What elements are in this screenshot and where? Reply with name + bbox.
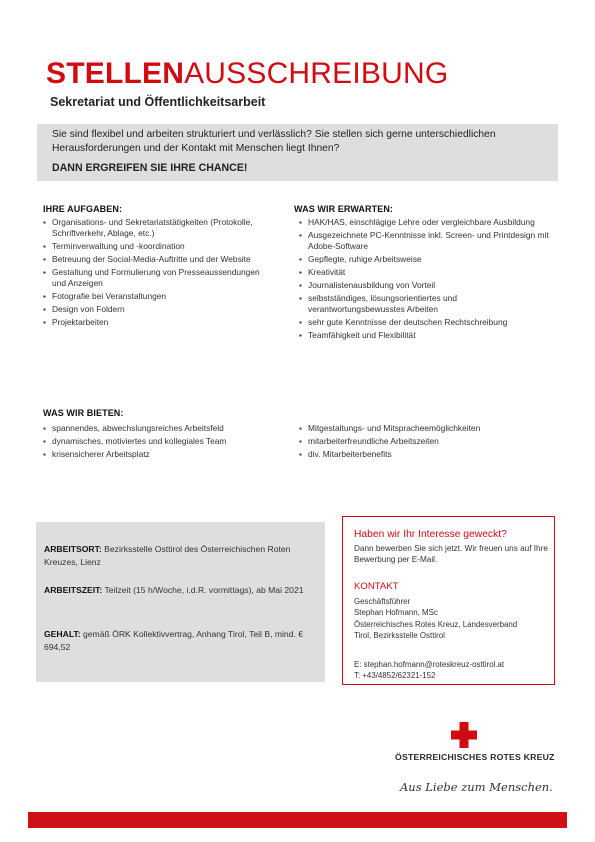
list-item: ▪ div. Mitarbeiterbenefits bbox=[299, 449, 554, 460]
arbeitsort bbox=[44, 543, 314, 568]
title-bold: STELLEN bbox=[46, 57, 185, 90]
list-item: ▪ Mitgestaltungs- und Mitspracheemöglichkeiten bbox=[299, 423, 554, 434]
intro-text: Sie sind flexibel und arbeiten strukturiert und verlässlich? Sie stellen sich gerne unterschiedlichen Herausforderungen und der Kontakt mit Menschen liegt Ihnen? bbox=[52, 129, 496, 154]
gehalt-value: gemäß ÖRK Kollektivvertrag, Anhang Tirol, Teil B, mind. € 694,52 bbox=[44, 629, 304, 652]
list-item: ▪ Gepflegte, ruhige Arbeitsweise bbox=[299, 254, 554, 265]
contact-details bbox=[354, 596, 551, 642]
aufgaben-list bbox=[43, 217, 268, 330]
contact-name: Stephan Hofmann, MSc bbox=[354, 608, 438, 618]
list-item: ▪ Kreativität bbox=[299, 267, 554, 278]
contact-phone[interactable]: T: +43/4852/62321-152 bbox=[354, 671, 436, 681]
arbeitsort-label: ARBEITSORT: bbox=[44, 544, 102, 554]
list-item: ▪ Journalistenausbildung von Vorteil bbox=[299, 280, 554, 291]
list-item: ▪ selbstständiges, lösungsorientiertes und verantwortungsbewusstes Arbeiten bbox=[299, 293, 554, 316]
arbeitszeit bbox=[44, 584, 314, 597]
list-item: ▪ dynamisches, motiviertes und kollegiales Team bbox=[43, 436, 283, 447]
contact-org-line-1: Österreichisches Rotes Kreuz, Landesverband bbox=[354, 619, 518, 629]
contact-heading: KONTAKT bbox=[354, 581, 399, 592]
red-cross-icon bbox=[450, 722, 478, 748]
bieten-list-right bbox=[299, 423, 554, 462]
list-item: ▪ mitarbeiterfreundliche Arbeitszeiten bbox=[299, 436, 554, 447]
list-item: ▪ Design von Foldern bbox=[43, 304, 268, 315]
contact-question: Haben wir Ihr Interesse geweckt? bbox=[354, 529, 507, 540]
intro-box bbox=[37, 124, 558, 181]
contact-email[interactable]: E: stephan.hofmann@roteskreuz-osttirol.at bbox=[354, 660, 505, 669]
list-item: ▪ Projektarbeiten bbox=[43, 317, 268, 328]
list-item: ▪ Betreuung der Social-Media-Auftritte und der Website bbox=[43, 254, 268, 265]
contact-box bbox=[342, 516, 555, 685]
list-item: ▪ Ausgezeichnete PC-Kenntnisse inkl. Screen- und Printdesign mit Adobe-Software bbox=[299, 230, 554, 253]
arbeitszeit-label: ARBEITSZEIT: bbox=[44, 585, 103, 595]
contact-role: Geschäftsführer bbox=[354, 597, 411, 606]
details-box bbox=[36, 522, 325, 682]
bieten-heading: WAS WIR BIETEN: bbox=[43, 408, 124, 418]
list-item: ▪ Teamfähigkeit und Flexibilität bbox=[299, 330, 554, 341]
gehalt-label: GEHALT: bbox=[44, 629, 81, 639]
aufgaben-heading: IHRE AUFGABEN: bbox=[43, 204, 123, 214]
page-subtitle: Sekretariat und Öffentlichkeitsarbeit bbox=[50, 95, 266, 109]
gehalt bbox=[44, 628, 314, 653]
erwarten-list bbox=[299, 217, 554, 343]
list-item: ▪ spannendes, abwechslungsreiches Arbeitsfeld bbox=[43, 423, 283, 434]
list-item: ▪ krisensicherer Arbeitsplatz bbox=[43, 449, 283, 460]
list-item: ▪ sehr gute Kenntnisse der deutschen Rechtschreibung bbox=[299, 317, 554, 328]
title-light: AUSSCHREIBUNG bbox=[184, 57, 449, 90]
arbeitszeit-value: Teilzeit (15 h/Woche, i.d.R. vormittags), ab Mai 2021 bbox=[104, 585, 304, 595]
slogan: Aus Liebe zum Menschen. bbox=[400, 780, 553, 794]
list-item: ▪ Gestaltung und Formulierung von Presseaussendungen und Anzeigen bbox=[43, 267, 268, 290]
org-name: ÖSTERREICHISCHES ROTES KREUZ bbox=[395, 752, 555, 762]
footer-bar bbox=[28, 812, 567, 828]
contact-channels bbox=[354, 659, 551, 682]
list-item: ▪ Fotografie bei Veranstaltungen bbox=[43, 291, 268, 302]
list-item: ▪ HAK/HAS, einschlägige Lehre oder vergleichbare Ausbildung bbox=[299, 217, 554, 228]
intro-cta: DANN ERGREIFEN SIE IHRE CHANCE! bbox=[52, 162, 248, 174]
contact-question-sub: Dann bewerben Sie sich jetzt. Wir freuen uns auf Ihre Bewerbung per E-Mail. bbox=[354, 544, 548, 564]
list-item: ▪ Terminverwaltung und -koordination bbox=[43, 241, 268, 252]
arbeitsort-value: Bezirksstelle Osttirol des Österreichischen Roten Kreuzes, Lienz bbox=[44, 544, 291, 567]
page-title bbox=[46, 58, 448, 90]
list-item: ▪ Organisations- und Sekretariatstätigkeiten (Protokolle, Schriftverkehr, Ablage, etc.) bbox=[43, 217, 268, 240]
bieten-list-left bbox=[43, 423, 283, 462]
erwarten-heading: WAS WIR ERWARTEN: bbox=[294, 204, 394, 214]
contact-org-line-2: Tirol, Bezirksstelle Osttirol bbox=[354, 631, 445, 641]
